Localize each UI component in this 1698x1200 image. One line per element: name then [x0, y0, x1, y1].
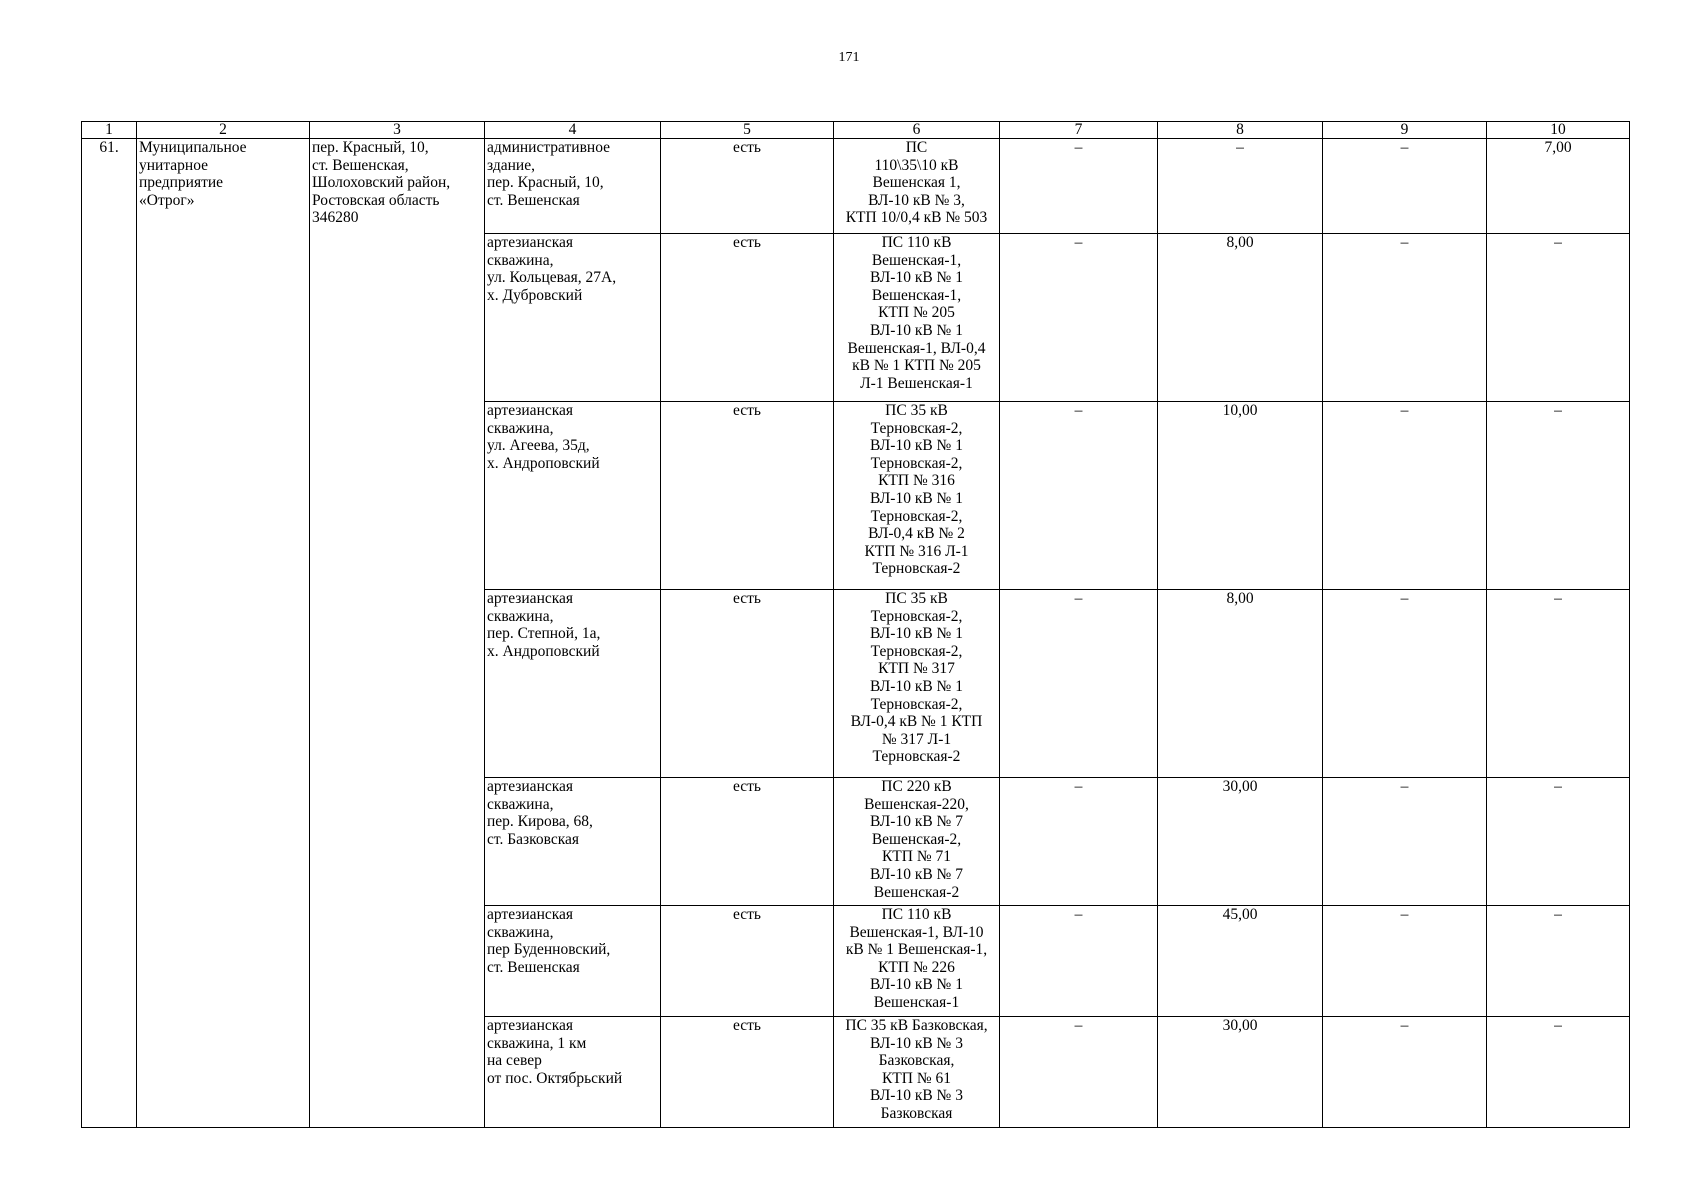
- object-address: артезианская скважина, 1 км на север от пос. Октябрьский: [485, 1017, 661, 1128]
- availability: есть: [661, 1017, 834, 1128]
- col8-value: 10,00: [1158, 402, 1323, 590]
- col9-value: –: [1323, 234, 1487, 402]
- supply-source: ПС 35 кВ Базковская, ВЛ-10 кВ № 3 Базковская, КТП № 61 ВЛ-10 кВ № 3 Базковская: [834, 1017, 1000, 1128]
- col7-value: –: [1000, 1017, 1158, 1128]
- object-address: артезианская скважина, ул. Кольцевая, 27А, х. Дубровский: [485, 234, 661, 402]
- availability: есть: [661, 139, 834, 234]
- organization-address: пер. Красный, 10, ст. Вешенская, Шолоховский район, Ростовская область 346280: [310, 139, 485, 1128]
- column-header: 10: [1487, 122, 1630, 139]
- col10-value: 7,00: [1487, 139, 1630, 234]
- availability: есть: [661, 402, 834, 590]
- supply-source: ПС 35 кВ Терновская-2, ВЛ-10 кВ № 1 Терновская-2, КТП № 317 ВЛ-10 кВ № 1 Терновская-2, ВЛ-0,4 кВ № 1 КТП № 317 Л-1 Терновская-2: [834, 590, 1000, 778]
- availability: есть: [661, 590, 834, 778]
- column-header: 7: [1000, 122, 1158, 139]
- column-header: 6: [834, 122, 1000, 139]
- col8-value: 30,00: [1158, 778, 1323, 906]
- col7-value: –: [1000, 402, 1158, 590]
- col8-value: 8,00: [1158, 590, 1323, 778]
- col10-value: –: [1487, 906, 1630, 1017]
- col8-value: –: [1158, 139, 1323, 234]
- header-row: [82, 122, 1630, 139]
- col8-value: 45,00: [1158, 906, 1323, 1017]
- page-number: 171: [838, 50, 860, 65]
- col9-value: –: [1323, 590, 1487, 778]
- col7-value: –: [1000, 234, 1158, 402]
- col7-value: –: [1000, 590, 1158, 778]
- object-address: артезианская скважина, пер. Степной, 1а, х. Андроповский: [485, 590, 661, 778]
- col8-value: 30,00: [1158, 1017, 1323, 1128]
- organization-name: Муниципальное унитарное предприятие «Отрог»: [137, 139, 310, 1128]
- supply-source: ПС 110 кВ Вешенская-1, ВЛ-10 кВ № 1 Вешенская-1, КТП № 226 ВЛ-10 кВ № 1 Вешенская-1: [834, 906, 1000, 1017]
- table-row: [82, 139, 1630, 234]
- column-header: 9: [1323, 122, 1487, 139]
- col10-value: –: [1487, 234, 1630, 402]
- supply-source: ПС 110 кВ Вешенская-1, ВЛ-10 кВ № 1 Вешенская-1, КТП № 205 ВЛ-10 кВ № 1 Вешенская-1, ВЛ-0,4 кВ № 1 КТП № 205 Л-1 Вешенская-1: [834, 234, 1000, 402]
- supply-source: ПС 110\35\10 кВ Вешенская 1, ВЛ-10 кВ № 3, КТП 10/0,4 кВ № 503: [834, 139, 1000, 234]
- column-header: 1: [82, 122, 137, 139]
- supply-source: ПС 35 кВ Терновская-2, ВЛ-10 кВ № 1 Терновская-2, КТП № 316 ВЛ-10 кВ № 1 Терновская-2, ВЛ-0,4 кВ № 2 КТП № 316 Л-1 Терновская-2: [834, 402, 1000, 590]
- availability: есть: [661, 906, 834, 1017]
- col9-value: –: [1323, 402, 1487, 590]
- entry-number: 61.: [82, 139, 137, 1128]
- object-address: артезианская скважина, пер. Кирова, 68, ст. Базковская: [485, 778, 661, 906]
- col9-value: –: [1323, 778, 1487, 906]
- col7-value: –: [1000, 778, 1158, 906]
- column-header: 4: [485, 122, 661, 139]
- col7-value: –: [1000, 906, 1158, 1017]
- column-header: 5: [661, 122, 834, 139]
- col10-value: –: [1487, 590, 1630, 778]
- col10-value: –: [1487, 778, 1630, 906]
- col9-value: –: [1323, 906, 1487, 1017]
- column-header: 2: [137, 122, 310, 139]
- object-address: артезианская скважина, ул. Агеева, 35д, х. Андроповский: [485, 402, 661, 590]
- col9-value: –: [1323, 139, 1487, 234]
- object-address: административное здание, пер. Красный, 10, ст. Вешенская: [485, 139, 661, 234]
- availability: есть: [661, 234, 834, 402]
- col7-value: –: [1000, 139, 1158, 234]
- supply-source: ПС 220 кВ Вешенская-220, ВЛ-10 кВ № 7 Вешенская-2, КТП № 71 ВЛ-10 кВ № 7 Вешенская-2: [834, 778, 1000, 906]
- object-address: артезианская скважина, пер Буденновский, ст. Вешенская: [485, 906, 661, 1017]
- col10-value: –: [1487, 402, 1630, 590]
- availability: есть: [661, 778, 834, 906]
- col9-value: –: [1323, 1017, 1487, 1128]
- column-header: 8: [1158, 122, 1323, 139]
- col10-value: –: [1487, 1017, 1630, 1128]
- data-table: [81, 121, 1630, 1128]
- col8-value: 8,00: [1158, 234, 1323, 402]
- column-header: 3: [310, 122, 485, 139]
